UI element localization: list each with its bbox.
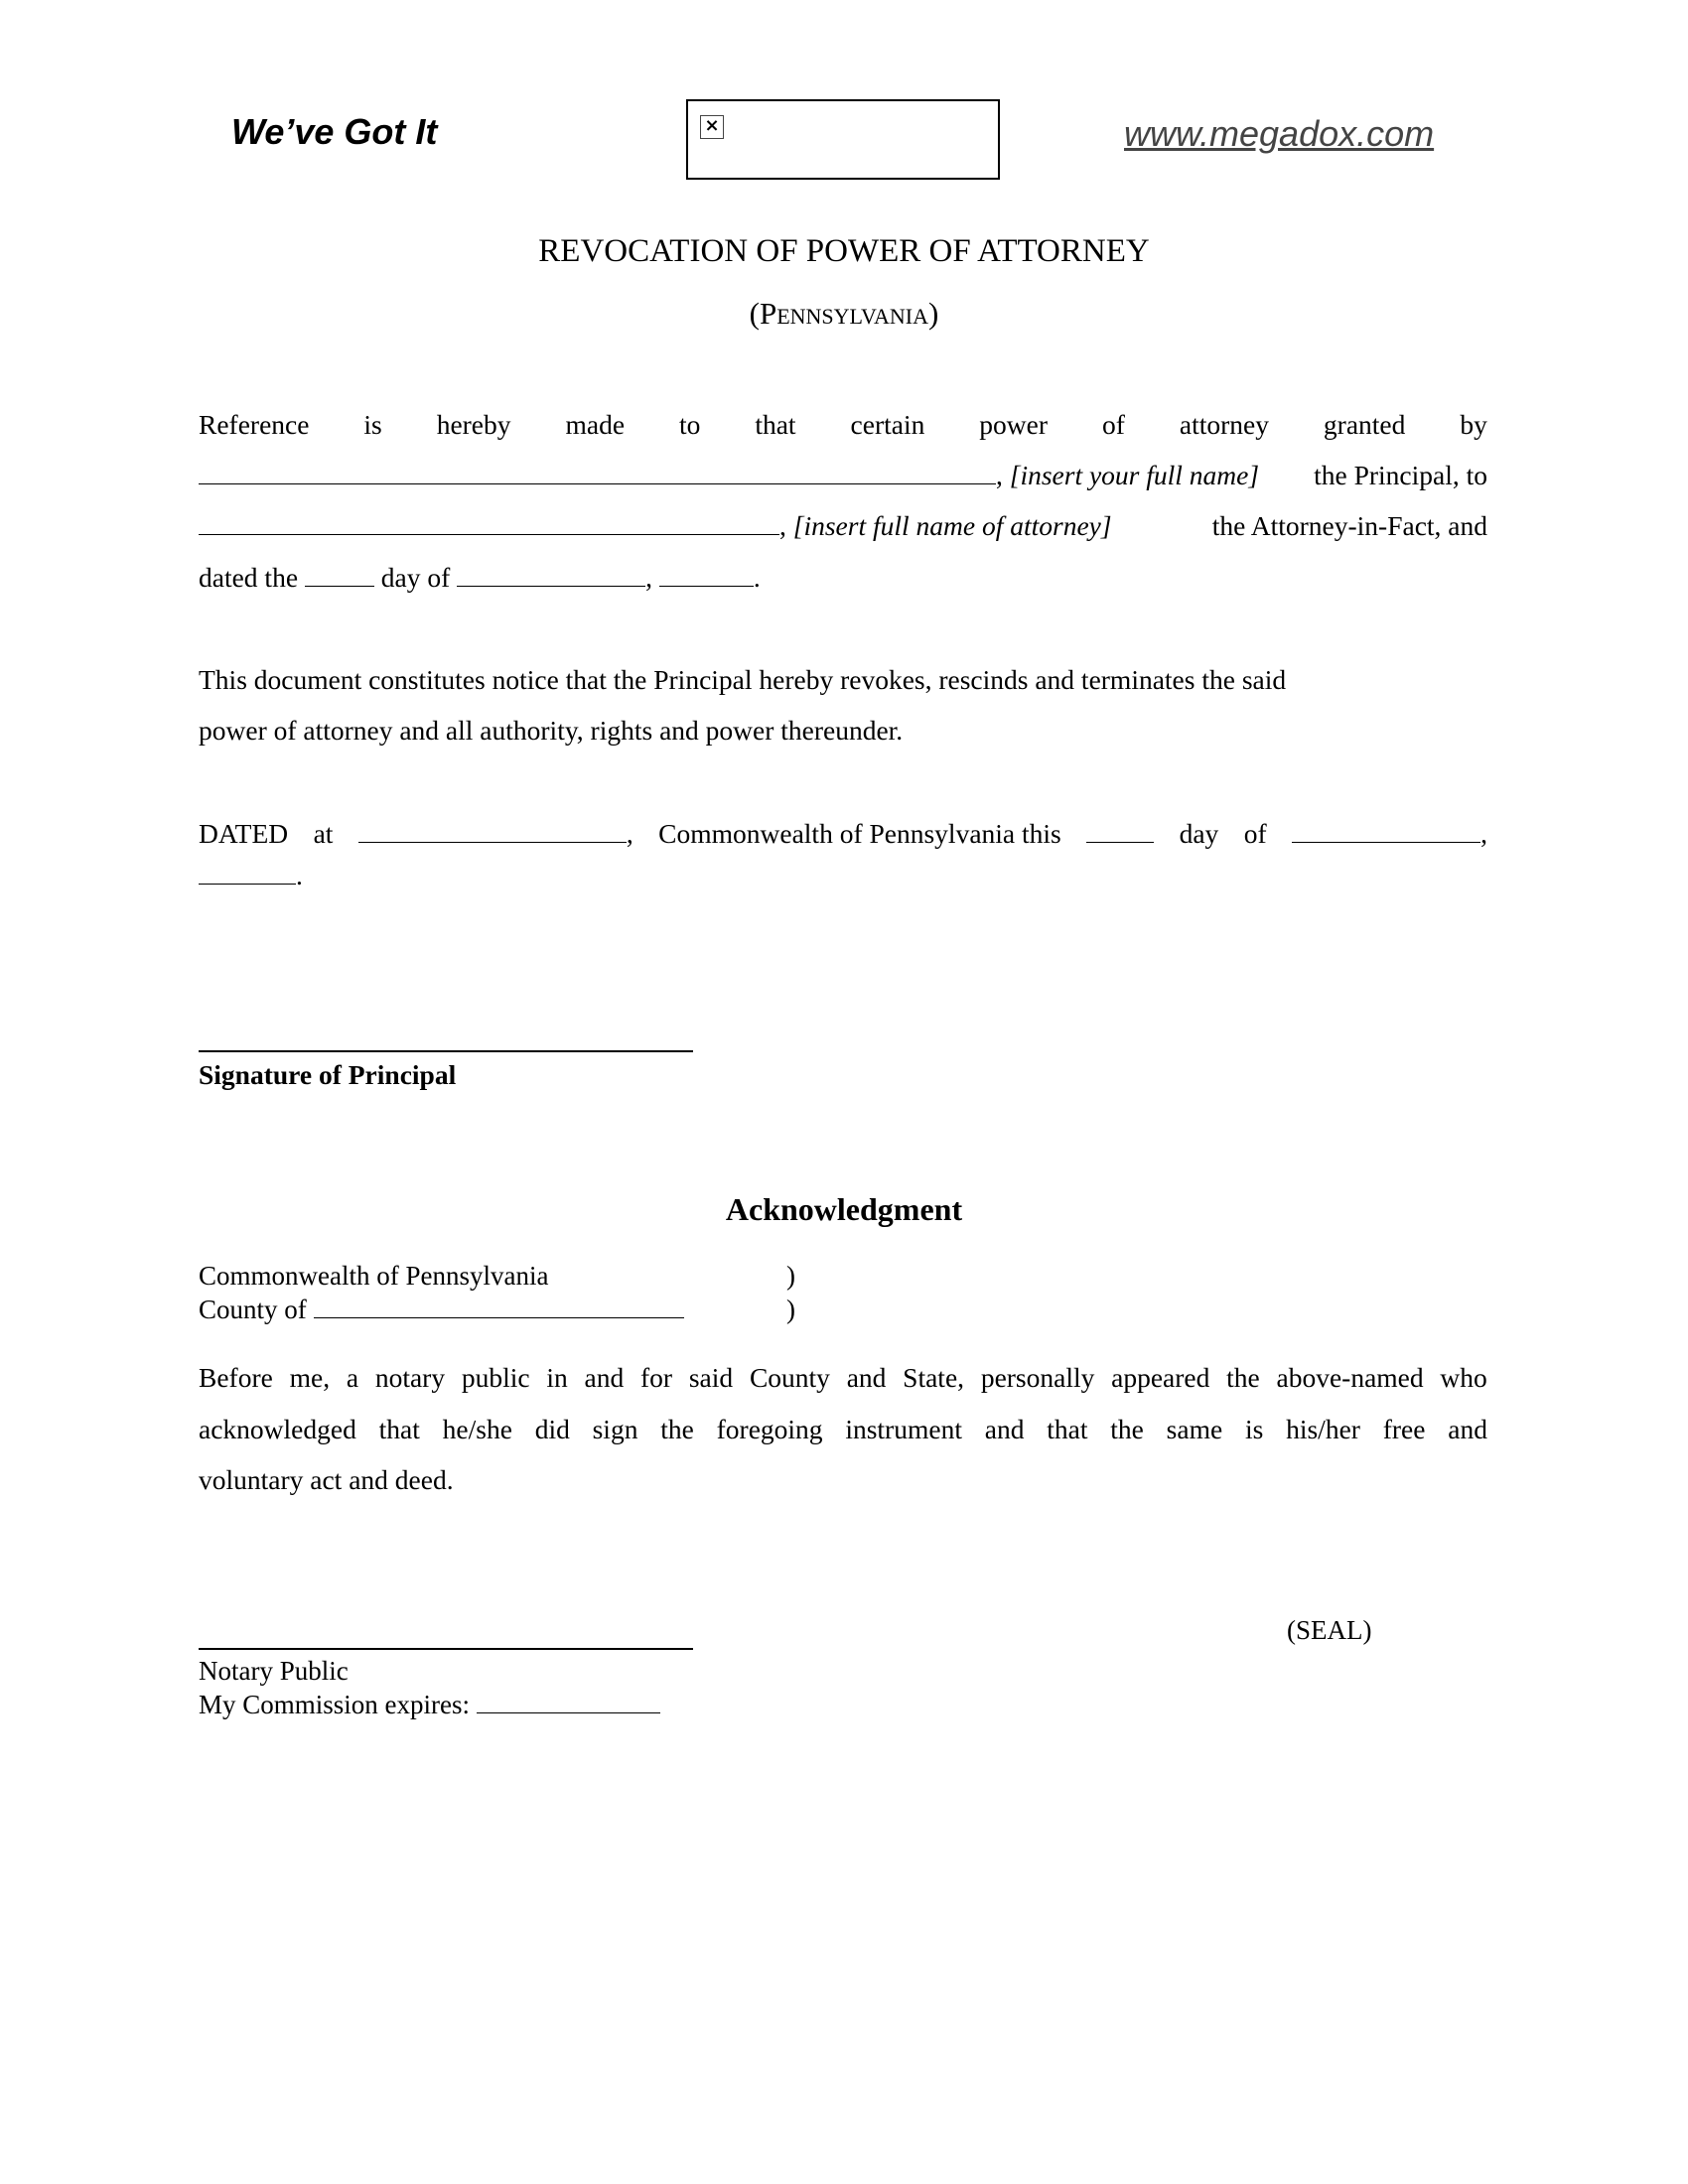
document-title: REVOCATION OF POWER OF ATTORNEY bbox=[538, 233, 1150, 269]
word: that bbox=[378, 1414, 420, 1444]
word: a bbox=[346, 1362, 359, 1393]
paren: ) bbox=[786, 1295, 795, 1324]
ack-line-1 bbox=[199, 1358, 1487, 1398]
word: certain bbox=[850, 409, 925, 440]
word: me, bbox=[289, 1362, 331, 1393]
comma: , bbox=[645, 562, 653, 593]
of-text: of bbox=[1243, 818, 1267, 849]
document-subtitle: (Pennsylvania) bbox=[749, 296, 939, 331]
word: appeared bbox=[1111, 1362, 1210, 1393]
word: the bbox=[660, 1414, 694, 1444]
word: is bbox=[1244, 1414, 1264, 1444]
dated-year-line bbox=[199, 856, 1487, 895]
word: public bbox=[461, 1362, 530, 1393]
word: personally bbox=[980, 1362, 1095, 1393]
at-text: at bbox=[313, 818, 334, 849]
word: and bbox=[1448, 1414, 1487, 1444]
word: hereby bbox=[436, 409, 511, 440]
word: that bbox=[1047, 1414, 1088, 1444]
seal-text: (SEAL) bbox=[1287, 1615, 1372, 1645]
day-text: day bbox=[1179, 818, 1219, 849]
word: State, bbox=[903, 1362, 965, 1393]
commission-line bbox=[199, 1685, 1487, 1724]
word: who bbox=[1440, 1362, 1487, 1393]
word: attorney bbox=[1179, 409, 1269, 440]
reference-line-3 bbox=[199, 506, 1487, 546]
attorney-name-note: [insert full name of attorney] bbox=[792, 510, 1112, 541]
commission-expiry-field[interactable] bbox=[477, 1687, 660, 1713]
word: by bbox=[1460, 409, 1487, 440]
period: . bbox=[753, 562, 761, 593]
word: granted bbox=[1323, 409, 1406, 440]
commission-text: My Commission expires: bbox=[199, 1690, 471, 1719]
dated-month-field[interactable] bbox=[1292, 816, 1480, 843]
attorney-name-field[interactable] bbox=[199, 508, 779, 535]
dated-day-field[interactable] bbox=[1086, 816, 1154, 843]
word: his/her bbox=[1286, 1414, 1360, 1444]
dated-line bbox=[199, 814, 1487, 854]
dated-the-text: dated the bbox=[199, 562, 299, 593]
word: and bbox=[984, 1414, 1025, 1444]
reference-line-2 bbox=[199, 456, 1487, 495]
word: in bbox=[546, 1362, 568, 1393]
broken-image-icon: × bbox=[700, 115, 724, 139]
dated-label: DATED bbox=[199, 818, 289, 849]
grant-day-field[interactable] bbox=[305, 560, 374, 587]
principal-line-end: the Principal, to bbox=[1314, 460, 1487, 490]
comma: , bbox=[779, 510, 786, 541]
word: County bbox=[749, 1362, 830, 1393]
word: and bbox=[846, 1362, 887, 1393]
word: notary bbox=[374, 1362, 446, 1393]
word: above-named bbox=[1276, 1362, 1424, 1393]
word: Before bbox=[199, 1362, 273, 1393]
comma: , bbox=[1480, 818, 1487, 849]
principal-name-field[interactable] bbox=[199, 458, 996, 484]
notary-signature-line[interactable] bbox=[199, 1648, 693, 1650]
word: Reference bbox=[199, 409, 310, 440]
word: free bbox=[1382, 1414, 1426, 1444]
brand-tagline: We’ve Got It bbox=[231, 111, 438, 152]
attorney-line-end: the Attorney-in-Fact, and bbox=[1211, 510, 1487, 541]
website-link[interactable]: www.megadox.com bbox=[1124, 113, 1435, 154]
county-field[interactable] bbox=[314, 1292, 684, 1318]
paren: ) bbox=[786, 1261, 795, 1291]
reference-line-1 bbox=[199, 405, 1487, 445]
word: is bbox=[363, 409, 382, 440]
word: and bbox=[584, 1362, 625, 1393]
word: for bbox=[640, 1362, 673, 1393]
county-text: County of bbox=[199, 1295, 307, 1324]
dated-middle-text: Commonwealth of Pennsylvania this bbox=[658, 818, 1061, 849]
word: power bbox=[979, 409, 1049, 440]
word: acknowledged bbox=[199, 1414, 356, 1444]
word: foregoing bbox=[716, 1414, 823, 1444]
word: the bbox=[1226, 1362, 1260, 1393]
ack-line-2 bbox=[199, 1410, 1487, 1449]
word: made bbox=[565, 409, 626, 440]
reference-line-4 bbox=[199, 558, 1487, 598]
word: of bbox=[1101, 409, 1125, 440]
commonwealth-text: Commonwealth of Pennsylvania bbox=[199, 1261, 549, 1291]
word: sign bbox=[592, 1414, 638, 1444]
dated-year-field[interactable] bbox=[199, 858, 296, 885]
word: the bbox=[1110, 1414, 1144, 1444]
signature-label: Signature of Principal bbox=[199, 1059, 457, 1090]
word: to bbox=[678, 409, 701, 440]
grant-year-field[interactable] bbox=[659, 560, 754, 587]
grant-month-field[interactable] bbox=[457, 560, 645, 587]
word: did bbox=[534, 1414, 570, 1444]
notary-label: Notary Public bbox=[199, 1656, 349, 1686]
principal-name-note: [insert your full name] bbox=[1009, 460, 1260, 490]
day-of-text: day of bbox=[380, 562, 451, 593]
word: said bbox=[688, 1362, 734, 1393]
principal-signature-line[interactable] bbox=[199, 1050, 693, 1052]
notice-line-1: This document constitutes notice that the Principal hereby revokes, rescinds and terminates the said bbox=[199, 664, 1287, 695]
logo-image-placeholder bbox=[686, 99, 1000, 180]
dated-place-field[interactable] bbox=[358, 816, 627, 843]
notice-line-2: power of attorney and all authority, rights and power thereunder. bbox=[199, 715, 904, 746]
period: . bbox=[296, 860, 303, 890]
word: he/she bbox=[442, 1414, 512, 1444]
word: same bbox=[1166, 1414, 1223, 1444]
acknowledgment-heading: Acknowledgment bbox=[725, 1191, 963, 1227]
comma: , bbox=[996, 460, 1003, 490]
word: that bbox=[755, 409, 796, 440]
comma: , bbox=[626, 818, 633, 849]
word: instrument bbox=[845, 1414, 962, 1444]
ack-line-3: voluntary act and deed. bbox=[199, 1464, 454, 1495]
county-line bbox=[199, 1290, 1487, 1329]
